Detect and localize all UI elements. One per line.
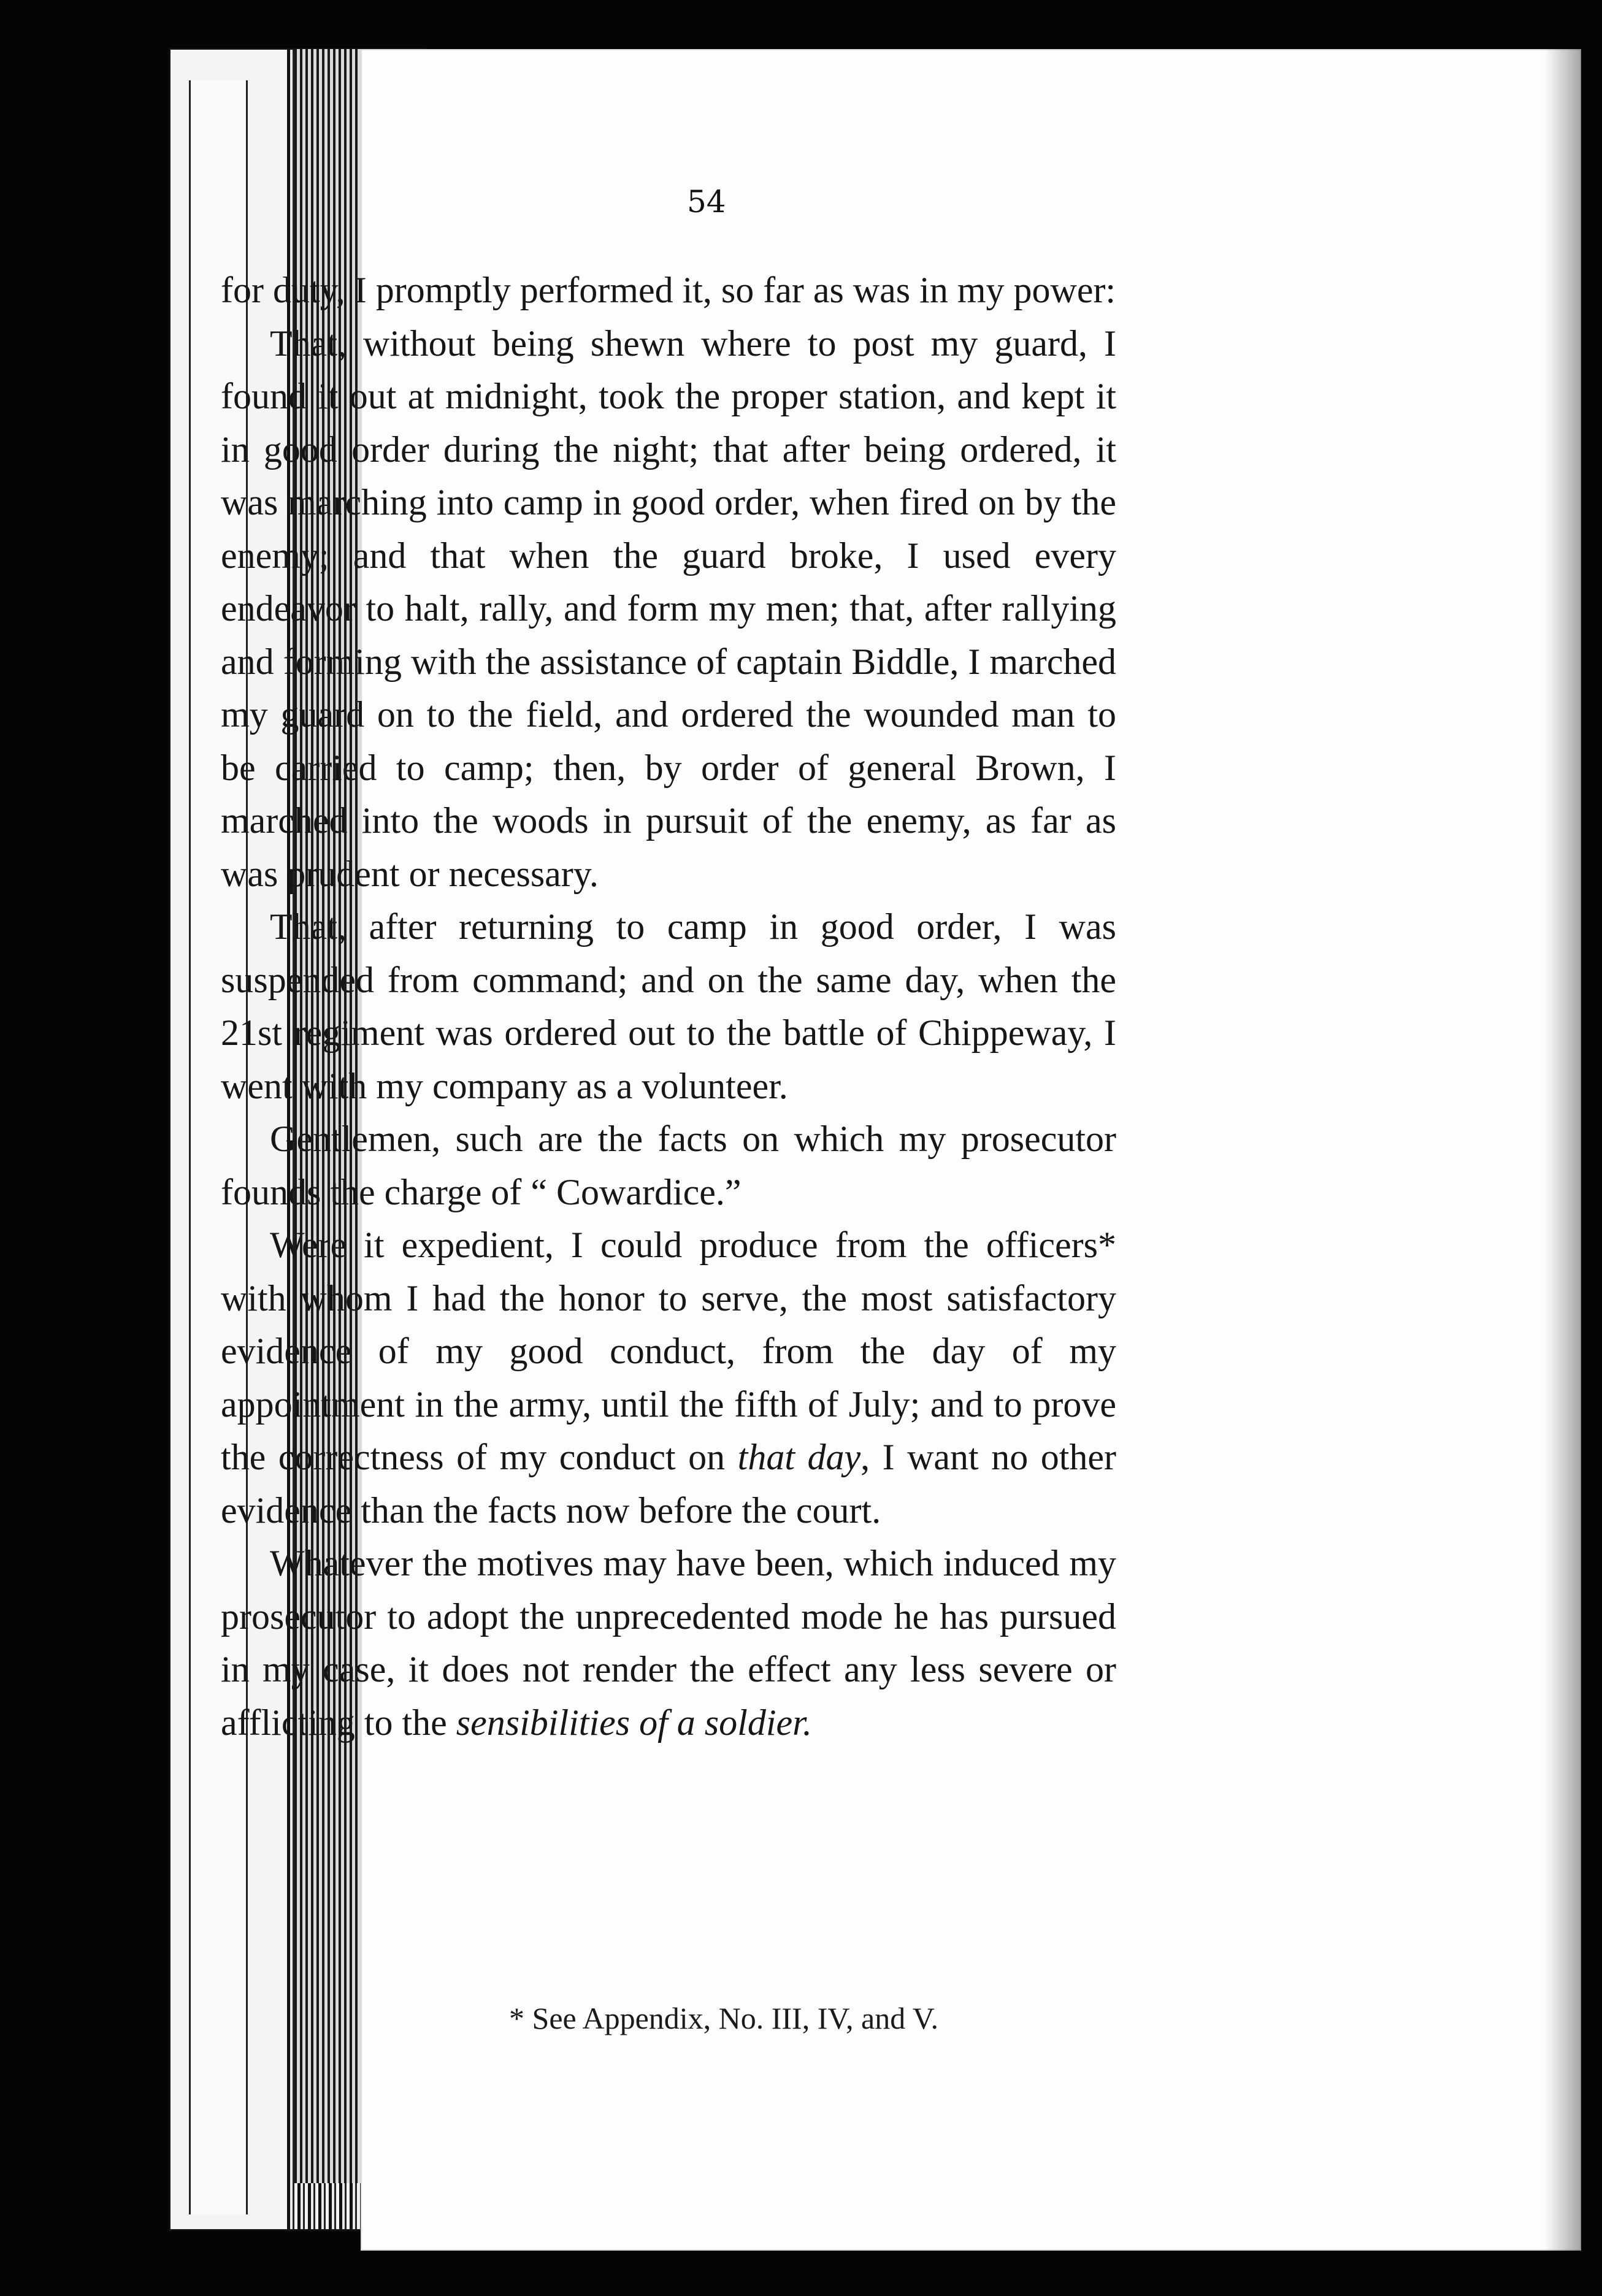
paragraph	[221, 317, 1116, 901]
paragraph	[221, 264, 1116, 317]
paragraph	[221, 1537, 1116, 1749]
paragraph	[221, 1112, 1116, 1219]
paragraph	[221, 900, 1116, 1112]
text-segment: , I want no other evidence than the facts now before the court.	[221, 1437, 1116, 1531]
page-shadow	[1544, 49, 1581, 2251]
footnote: * See Appendix, No. III, IV, and V.	[509, 2001, 938, 2035]
italic-text: that day	[737, 1437, 861, 1477]
paragraph	[221, 1219, 1116, 1537]
italic-text: sensibilities of a soldier.	[456, 1702, 812, 1743]
text-segment: That, after returning to camp in good order, I was suspended from command; and on the same day, when the 21st regiment was ordered out to the battle of Chippeway, I went with my company as a volunteer.	[221, 906, 1116, 1106]
body-text	[221, 264, 1116, 1749]
text-segment: Gentlemen, such are the facts on which my prosecutor founds the charge of “ Cowardice.”	[221, 1119, 1116, 1212]
text-segment: for duty, I promptly performed it, so far as was in my power:	[221, 270, 1116, 310]
text-segment: Were it expedient, I could produce from the officers* with whom I had the honor to serve, the most satisfactory evidence of my good conduct, from the day of my appointment in the army, until the fifth of July; and to prove the correctness of my conduct on	[221, 1225, 1116, 1477]
text-segment: That, without being shewn where to post my guard, I found it out at midnight, took the proper station, and kept it in good order during the night; that after being ordered, it was marching into camp in good order, when fired on by the enemy; and that when the guard broke, I used every endeavor to halt, rally, and form my men; that, after rallying and forming with the assistance of captain Biddle, I marched my guard on to the field, and ordered the wounded man to be carried to camp; then, by order of general Brown, I marched into the woods in pursuit of the enemy, as far as was prudent or necessary.	[221, 323, 1116, 894]
text-segment: Whatever the motives may have been, which induced my prosecutor to adopt the unprecedented mode he has pursued in my case, it does not render the effect any less severe or afflicting to the	[221, 1543, 1116, 1743]
page-number: 54	[687, 184, 726, 220]
